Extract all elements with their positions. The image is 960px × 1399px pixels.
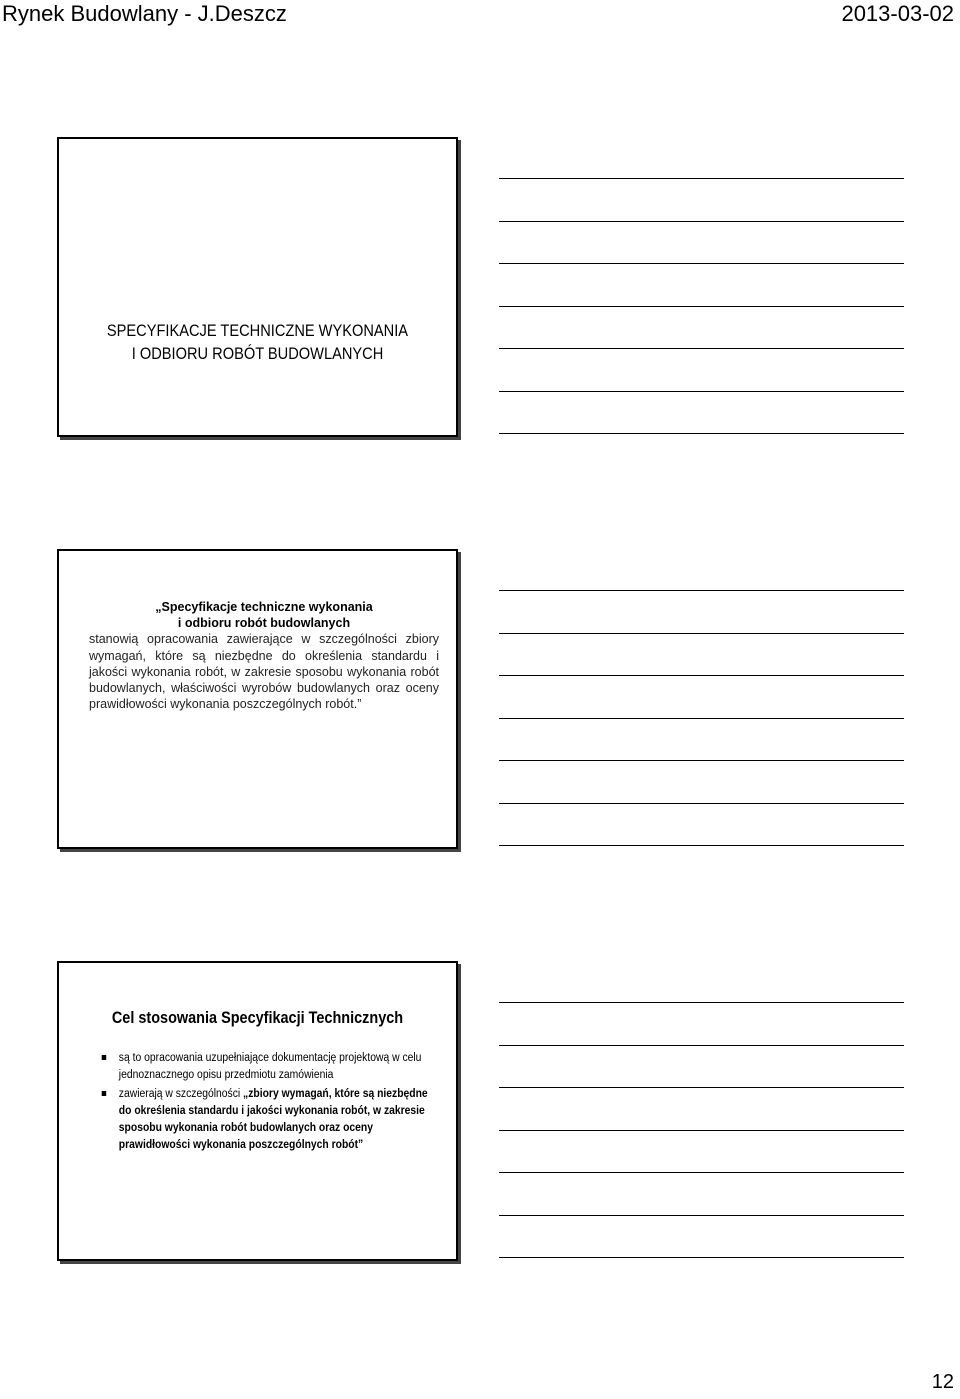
- square-bullet-icon: [102, 1055, 107, 1060]
- slide-1-title: [87, 319, 428, 365]
- bullet-text-bold: „zbiory wymagań, które są niezbędne do określenia standardu i jakości wykonania robót, w zakresie sposobu wykonania robót budowlanych oraz oceny prawidłowości wykonania poszczególnych robót”: [118, 1088, 428, 1151]
- slide-2-content: [89, 599, 439, 712]
- bullet-item: [99, 1050, 438, 1084]
- note-line: [499, 433, 904, 434]
- note-line: [499, 348, 904, 349]
- bullet-item: [99, 1086, 438, 1154]
- slide-3-title: Cel stosowania Specyfikacji Technicznych: [111, 1008, 404, 1027]
- note-line: [499, 1045, 904, 1046]
- slide-3: [57, 961, 458, 1261]
- note-line: [499, 1130, 904, 1131]
- page-number: 12: [931, 1371, 954, 1393]
- slide-3-bullet-list: [99, 1050, 428, 1156]
- square-bullet-icon: [102, 1091, 107, 1096]
- slide-2: [57, 549, 458, 849]
- bullet-text-normal: zawierają w szczególności: [118, 1088, 244, 1100]
- note-line: [499, 675, 904, 676]
- slide-1: [57, 137, 458, 437]
- slide-2-heading: [89, 599, 439, 631]
- note-line: [499, 221, 904, 222]
- note-line: [499, 1002, 904, 1003]
- note-line: [499, 1215, 904, 1216]
- header-document-title: Rynek Budowlany - J.Deszcz: [2, 1, 287, 26]
- note-line: [499, 718, 904, 719]
- slide-2-body: stanowią opracowania zawierające w szczególności zbiory wymagań, które są niezbędne do określenia standardu i jakości wykonania robót, w zakresie sposobu wykonania robót budowlanych, właściwości wyrobów budowlanych oraz oceny prawidłowości wykonania poszczególnych robót.”: [89, 632, 439, 712]
- note-line: [499, 391, 904, 392]
- notes-lines-2: [499, 590, 904, 888]
- note-line: [499, 845, 904, 846]
- bullet-text: są to opracowania uzupełniające dokumentację projektową w celu jednoznacznego opisu przedmiotu zamówienia: [118, 1052, 422, 1081]
- notes-lines-3: [499, 1002, 904, 1300]
- slide-1-title-line-2: I ODBIORU ROBÓT BUDOWLANYCH: [131, 344, 384, 363]
- notes-lines-1: [499, 178, 904, 476]
- header-date: 2013-03-02: [841, 1, 954, 26]
- note-line: [499, 263, 904, 264]
- note-line: [499, 1172, 904, 1173]
- page-header: [0, 0, 960, 28]
- note-line: [499, 306, 904, 307]
- note-line: [499, 590, 904, 591]
- note-line: [499, 803, 904, 804]
- note-line: [499, 178, 904, 179]
- slide-2-heading-line-2: i odbioru robót budowlanych: [177, 616, 351, 631]
- note-line: [499, 1257, 904, 1258]
- note-line: [499, 1087, 904, 1088]
- note-line: [499, 633, 904, 634]
- slide-2-heading-line-1: „Specyfikacje techniczne wykonania: [155, 600, 373, 614]
- slide-1-title-line-1: SPECYFIKACJE TECHNICZNE WYKONANIA: [106, 321, 409, 340]
- note-line: [499, 760, 904, 761]
